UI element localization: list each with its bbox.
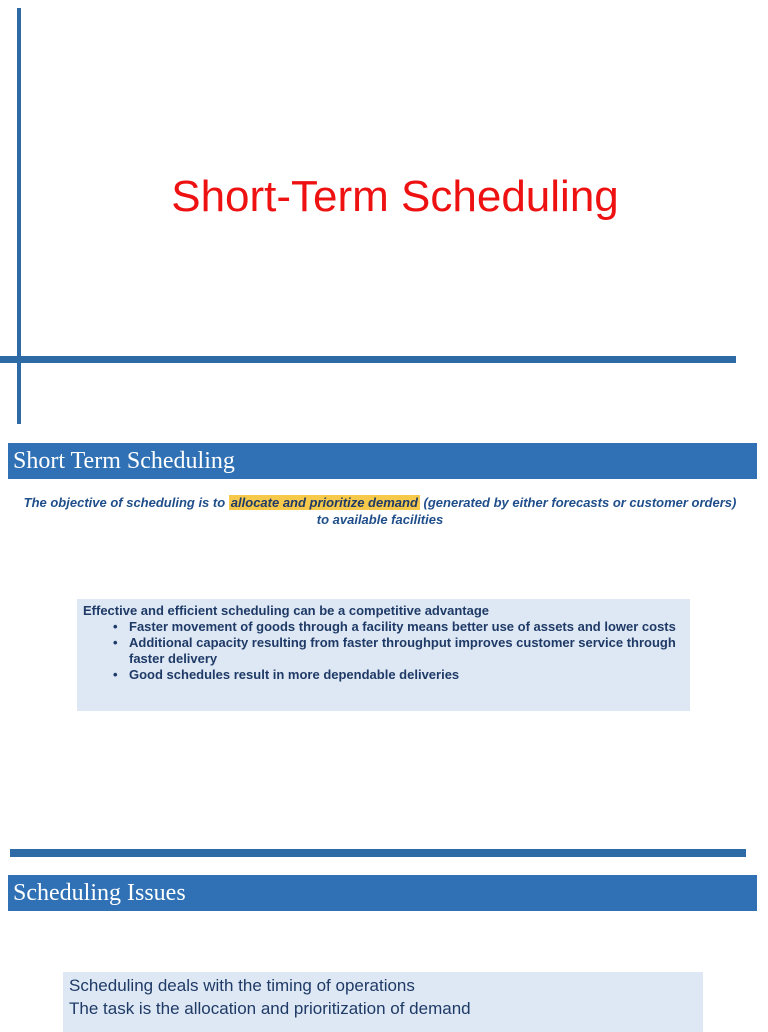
advantage-list [83,619,684,683]
horizontal-rule [10,849,746,857]
list-item: • Good schedules result in more dependable deliveries [113,667,684,683]
issues-line: Scheduling deals with the timing of operations [69,976,415,995]
horizontal-rule [0,356,736,363]
section-heading: Short Term Scheduling [13,448,235,474]
objective-statement [20,494,740,528]
section-header-band [8,443,757,479]
list-item: • Faster movement of goods through a facility means better use of assets and lower costs [113,619,684,635]
section-heading: Scheduling Issues [13,880,186,906]
issues-box [63,972,703,1032]
slide-title: Short-Term Scheduling [171,172,619,221]
section-header-band [8,875,757,911]
advantage-intro: Effective and efficient scheduling can be a competitive advantage [83,603,490,618]
list-item: • Additional capacity resulting from faster throughput improves customer service through faster delivery [113,635,684,667]
objective-highlight: allocate and prioritize demand [230,495,418,510]
advantage-box [77,599,690,711]
issues-line: The task is the allocation and prioritization of demand [69,999,471,1018]
objective-text-before: The objective of scheduling is to [23,495,226,510]
objective-text-after: (generated by either forecasts or customer orders) to available facilities [316,495,737,527]
